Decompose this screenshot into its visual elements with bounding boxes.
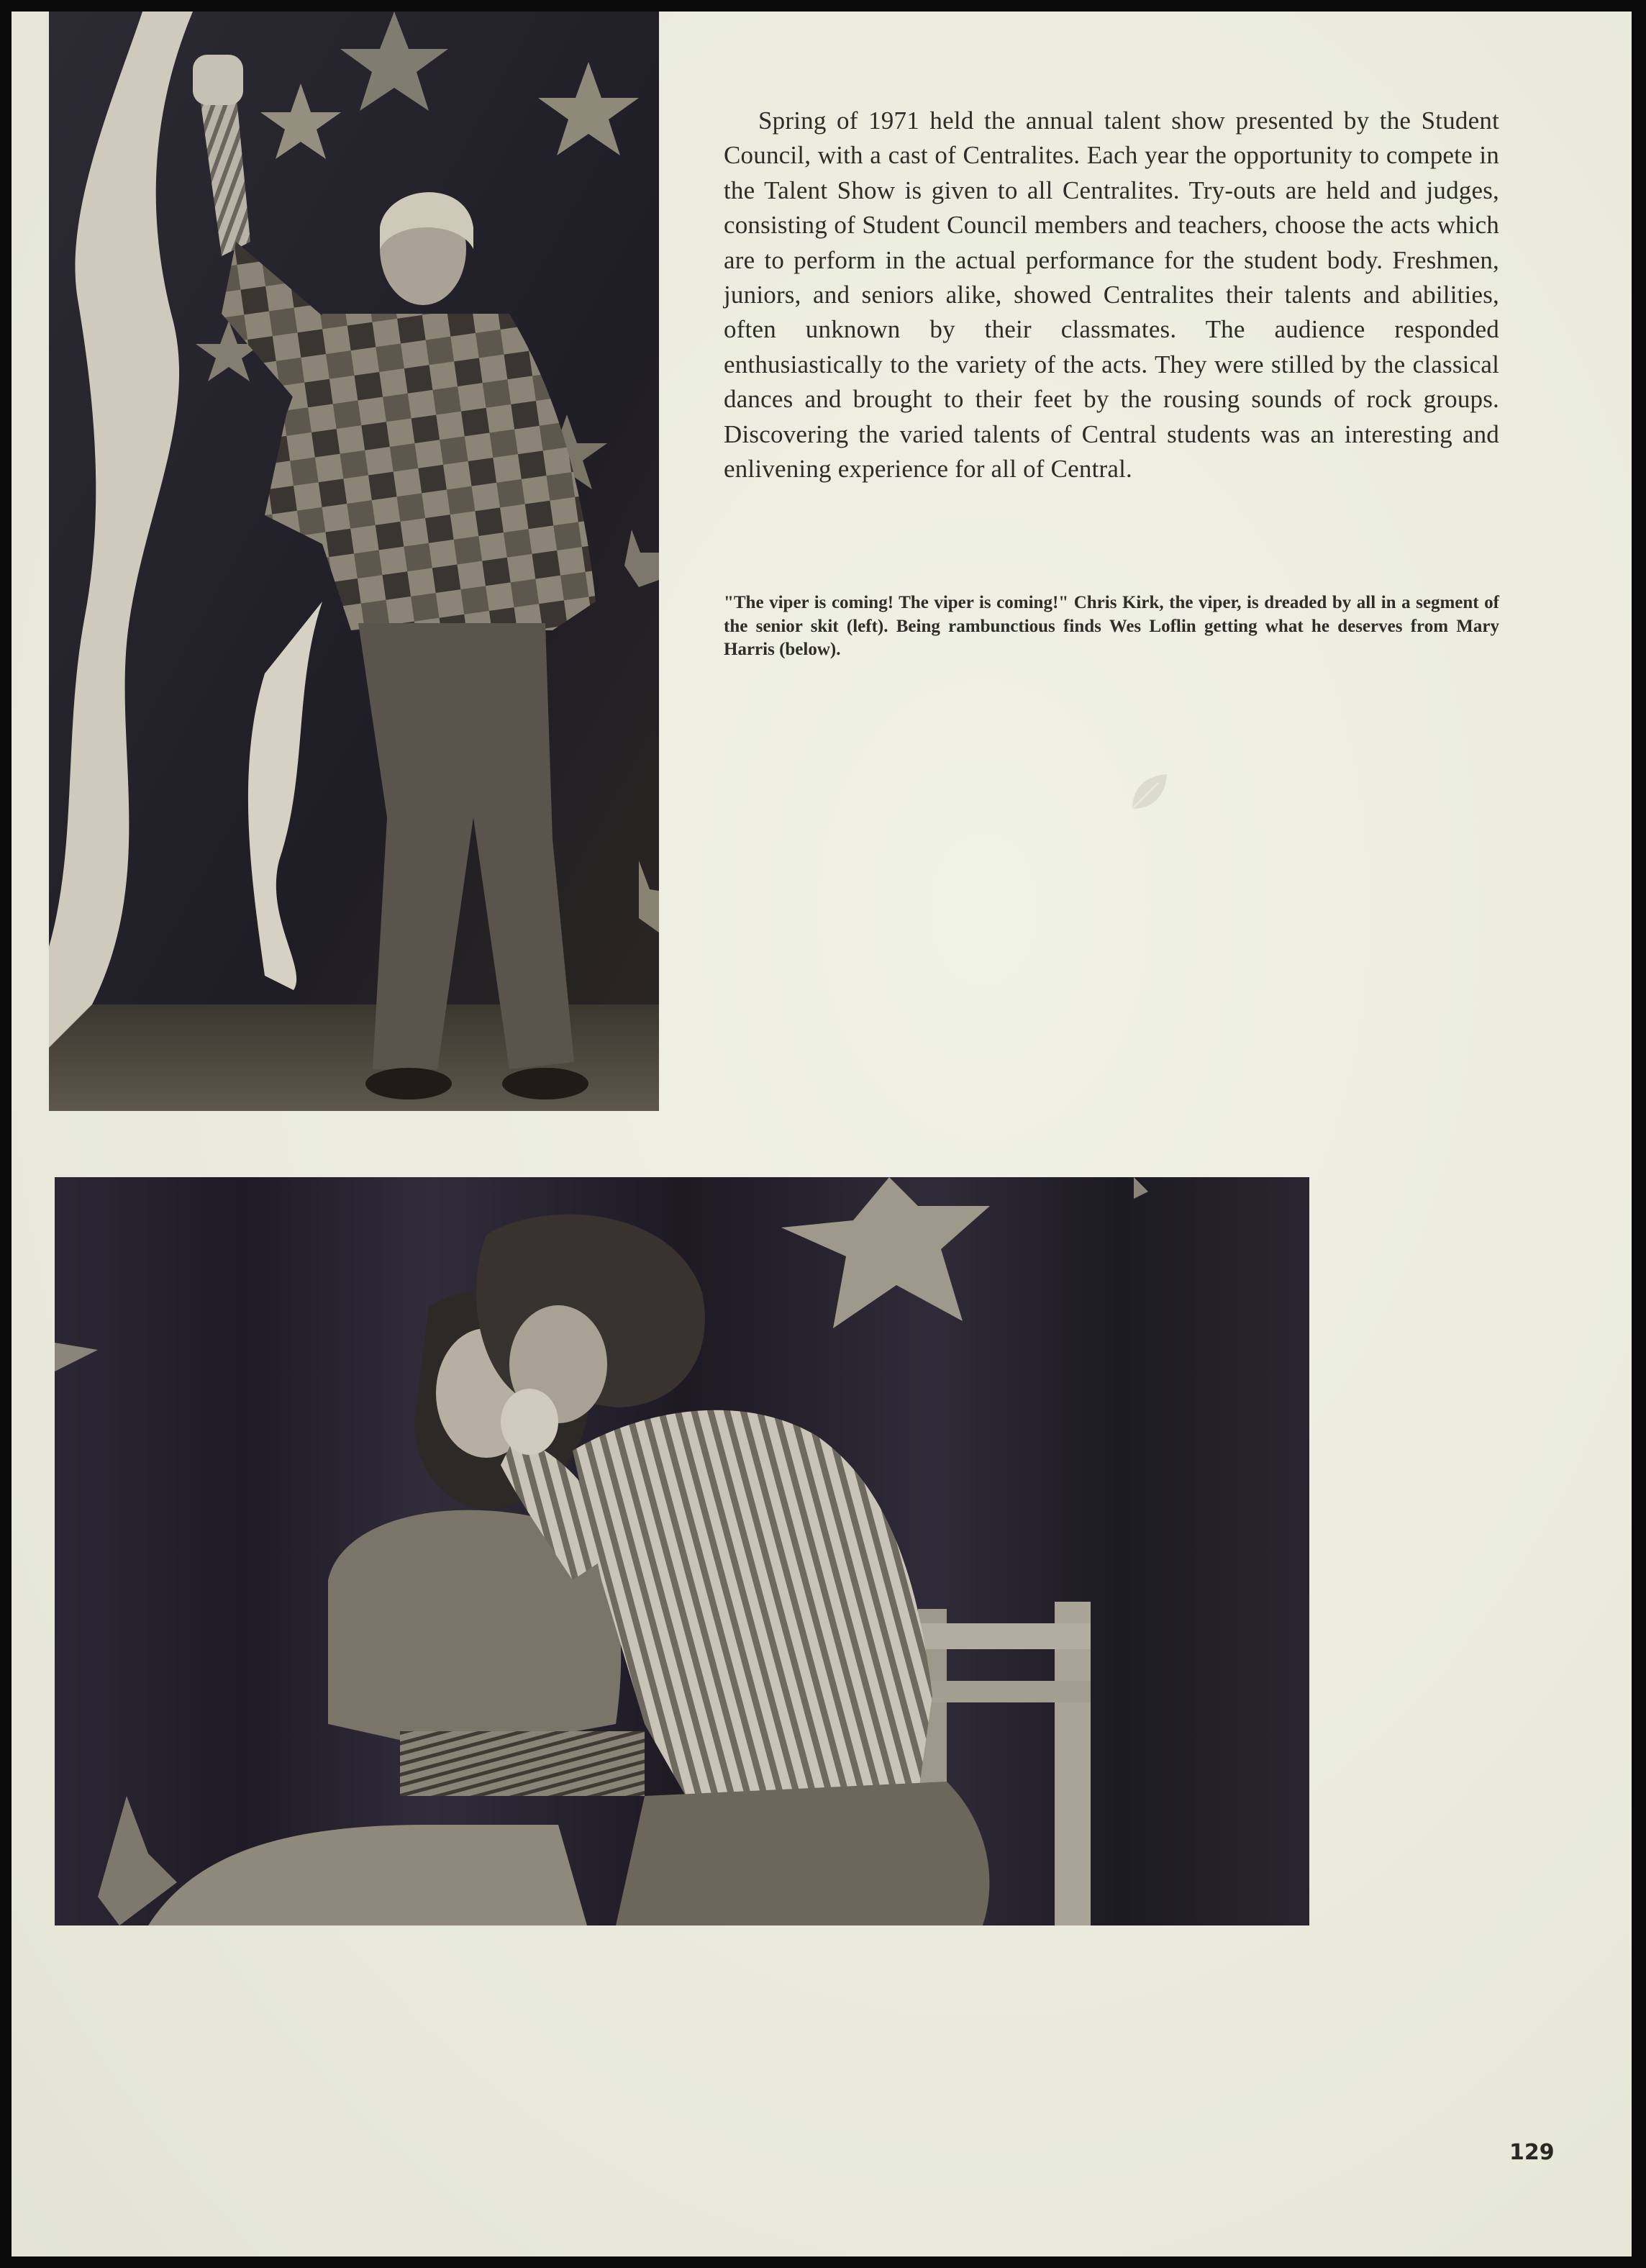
- photo-wes-mary: [55, 1177, 1309, 1925]
- article-body: Spring of 1971 held the annual talent show presented by the Student Council, with a cast of Centralites. Each year the opportunity to compete in the Talent Show is given to all Centralites. Try-outs are held and judges, consisting of Student Council members and teachers, choose the acts which are to perform in the actual performance for the student body. Freshmen, juniors, and seniors alike, showed Centralites their talents and abilities, often unknown by their classmates. The audience responded enthusiastically to the variety of the acts. They were stilled by the classical dances and brought to their feet by the rousing sounds of rock groups. Discovering the varied talents of Central students was an interesting and enlivening experience for all of Central.: [724, 106, 1499, 484]
- photo-viper-skit-image: [49, 12, 659, 1111]
- photo-viper-skit: [49, 12, 659, 1111]
- leaf-watermark-icon: [1125, 770, 1171, 816]
- photo-caption: "The viper is coming! The viper is coming!" Chris Kirk, the viper, is dreaded by all in a segment of the senior skit (left). Being rambunctious finds Wes Loflin getting what he deserves from Mary Harris (below).: [724, 593, 1499, 659]
- photo-wes-mary-image: [55, 1177, 1309, 1925]
- yearbook-page: [12, 12, 1632, 2256]
- page-number: 129: [1509, 2140, 1555, 2165]
